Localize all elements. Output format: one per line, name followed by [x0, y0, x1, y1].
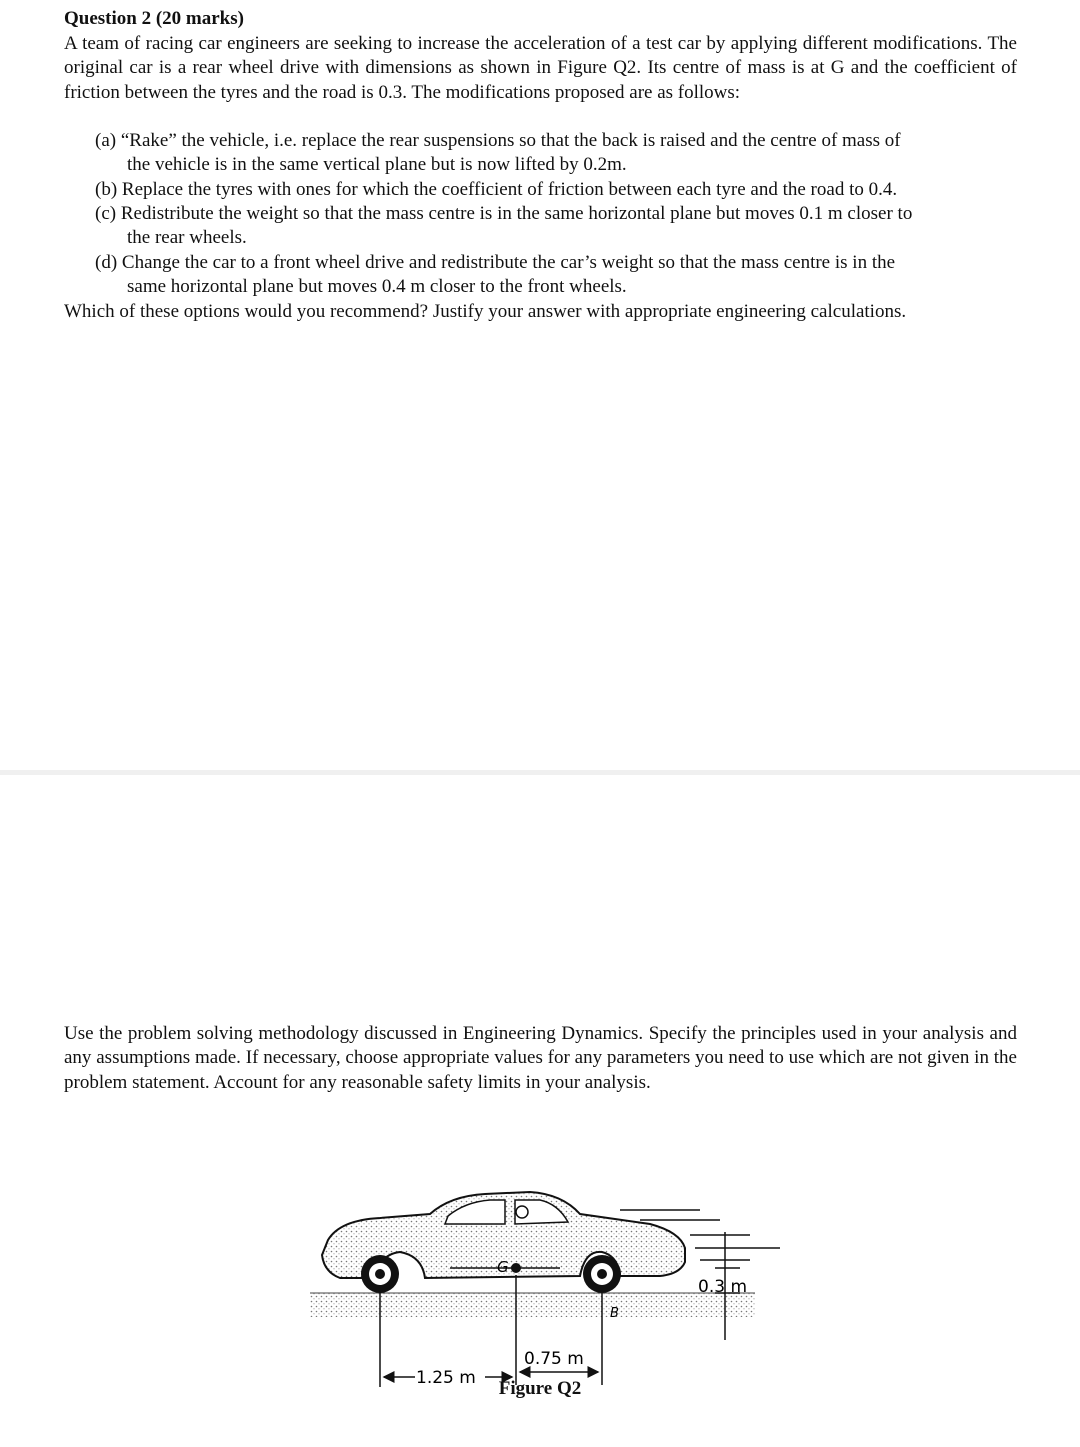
- option-text-cont: the vehicle is in the same vertical plane but is now lifted by 0.2m.: [127, 154, 627, 176]
- option-text-cont: same horizontal plane but moves 0.4 m closer to the front wheels.: [127, 276, 627, 298]
- option-label: (d): [95, 252, 118, 273]
- rear-wheel: [361, 1255, 399, 1293]
- option-label: (a): [95, 130, 117, 151]
- label-g: G: [497, 1258, 509, 1276]
- option-label: (b): [95, 179, 118, 200]
- dim-rear-label: 1.25 m: [416, 1368, 476, 1388]
- dim-height-label: 0.3 m: [698, 1277, 747, 1297]
- question-title: Question 2 (20 marks): [64, 8, 244, 29]
- label-b: B: [610, 1306, 619, 1321]
- question-prompt: Which of these options would you recommend? Justify your answer with appropriate engineering calculations.: [64, 301, 907, 322]
- option-text: Redistribute the weight so that the mass centre is in the same horizontal plane but moves 0.1 m closer to: [120, 203, 913, 224]
- dim-front-label: 0.75 m: [524, 1349, 584, 1369]
- page-separator: [0, 770, 1080, 775]
- road-surface: [310, 1293, 755, 1317]
- option-a: [95, 129, 1017, 178]
- option-text-cont: the rear wheels.: [127, 227, 247, 249]
- front-wheel: [583, 1255, 621, 1293]
- option-d: [95, 251, 1017, 300]
- driver-head: [516, 1206, 528, 1218]
- option-b: [95, 178, 1017, 202]
- figure-caption: Figure Q2: [498, 1378, 582, 1399]
- figure-q2: [300, 1180, 800, 1410]
- option-text: “Rake” the vehicle, i.e. replace the rear suspensions so that the back is raised and the centre of mass of: [120, 130, 901, 151]
- option-label: (c): [95, 203, 117, 224]
- option-c: [95, 202, 1017, 251]
- option-text: Change the car to a front wheel drive and redistribute the car’s weight so that the mass centre is in the: [121, 252, 896, 273]
- option-text: Replace the tyres with ones for which the coefficient of friction between each tyre and the road to 0.4.: [121, 179, 898, 200]
- question-intro: A team of racing car engineers are seeking to increase the acceleration of a test car by applying different modifications. The original car is a rear wheel drive with dimensions as shown in Figure Q2. Its centre of mass is at G and the coefficient of friction between the tyres and the road is 0.3. The modifications proposed are as follows:: [64, 33, 1017, 103]
- center-of-mass-dot: [511, 1263, 521, 1273]
- methodology-text: Use the problem solving methodology discussed in Engineering Dynamics. Specify the principles used in your analysis and any assumptions made. If necessary, choose appropriate values for any parameters you need to use which are not given in the problem statement. Account for any reasonable safety limits in your analysis.: [64, 1023, 1017, 1093]
